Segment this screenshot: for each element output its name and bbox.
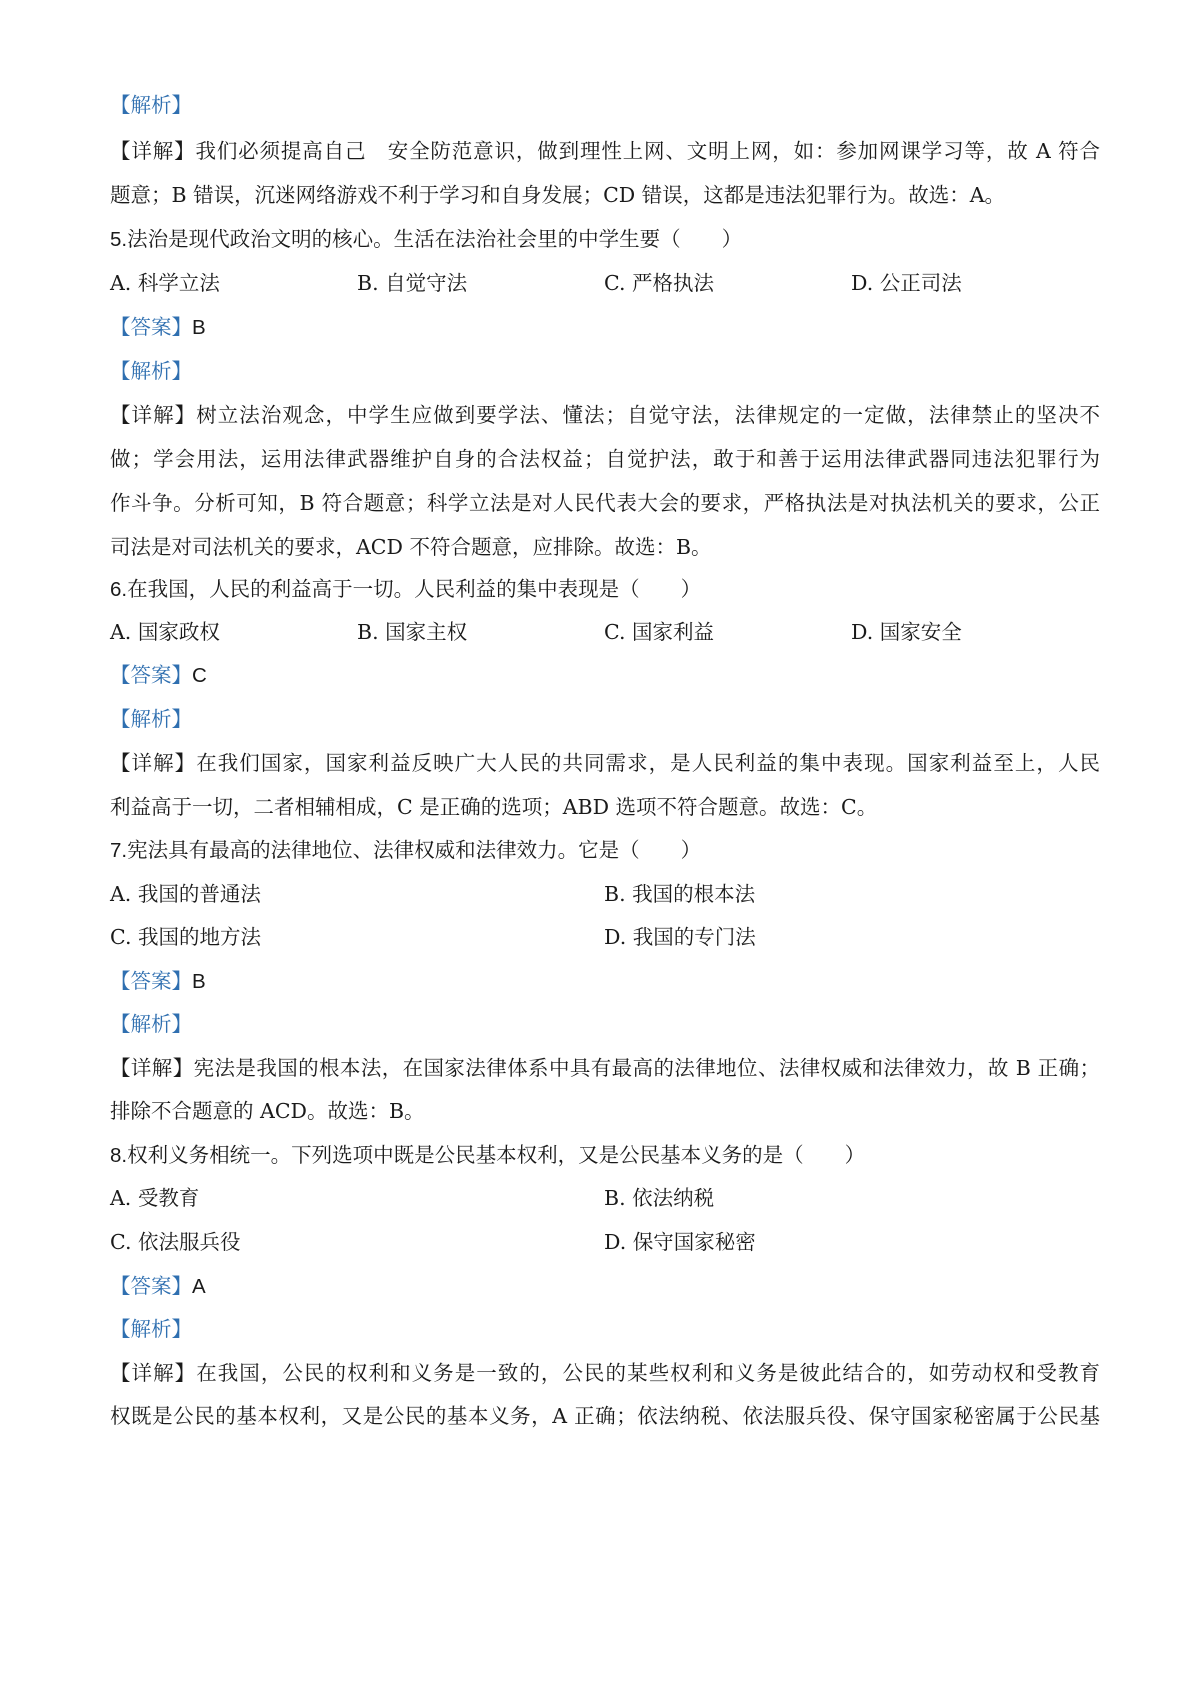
answer-q8: 【答案】A [110, 1274, 206, 1298]
q8-option-d: D. 保守国家秘密 [604, 1230, 756, 1254]
analysis-label-q5: 【解析】 [110, 359, 192, 383]
detail-line-q6-2: 利益高于一切，二者相辅相成，C 是正确的选项；ABD 选项不符合题意。故选：C。 [110, 795, 878, 819]
detail-line-q6-1: 【详解】在我们国家，国家利益反映广大人民的共同需求，是人民利益的集中表现。国家利益至上，人民 [110, 751, 1101, 775]
detail-label-q5: 【详解】 [110, 403, 197, 427]
answer-q5: 【答案】B [110, 315, 206, 339]
q5-option-c: C. 严格执法 [604, 271, 714, 295]
detail-line-q7-1: 【详解】宪法是我国的根本法，在国家法律体系中具有最高的法律地位、法律权威和法律效力，故 B 正确； [110, 1056, 1100, 1080]
q7-option-b: B. 我国的根本法 [604, 882, 756, 906]
q6-option-a: A. 国家政权 [110, 620, 220, 644]
q8-option-b: B. 依法纳税 [604, 1186, 715, 1210]
detail-line-q5-2: 做；学会用法，运用法律武器维护自身的合法权益；自觉护法，敢于和善于运用法律武器同违法犯罪行为 [110, 447, 1100, 471]
q6-option-b: B. 国家主权 [357, 620, 468, 644]
analysis-label-q8: 【解析】 [110, 1317, 192, 1341]
detail-label-q7: 【详解】 [110, 1056, 194, 1080]
detail-label-q8: 【详解】 [110, 1361, 197, 1385]
detail-line-q5-4: 司法是对司法机关的要求，ACD 不符合题意，应排除。故选：B。 [110, 535, 712, 559]
analysis-label-q6: 【解析】 [110, 707, 192, 731]
detail-line-q8-2: 权既是公民的基本权利，又是公民的基本义务，A 正确；依法纳税、依法服兵役、保守国家秘密属于公民基 [110, 1404, 1100, 1428]
q7-option-c: C. 我国的地方法 [110, 925, 261, 949]
answer-q7: 【答案】B [110, 969, 206, 993]
answer-q6: 【答案】C [110, 663, 207, 687]
detail-line-q7-2: 排除不合题意的 ACD。故选：B。 [110, 1099, 425, 1123]
detail-line-q5-1: 【详解】树立法治观念，中学生应做到要学法、懂法；自觉守法，法律规定的一定做，法律禁止的坚决不 [110, 403, 1101, 427]
question-7-stem: 7.宪法具有最高的法律地位、法律权威和法律效力。它是（ ） [110, 838, 702, 862]
q8-option-c: C. 依法服兵役 [110, 1230, 241, 1254]
q5-option-d: D. 公正司法 [851, 271, 962, 295]
q8-option-a: A. 受教育 [110, 1186, 200, 1210]
q5-option-b: B. 自觉守法 [357, 271, 468, 295]
analysis-label-q7: 【解析】 [110, 1012, 192, 1036]
question-8-stem: 8.权利义务相统一。下列选项中既是公民基本权利，又是公民基本义务的是（ ） [110, 1143, 866, 1167]
q6-option-d: D. 国家安全 [851, 620, 962, 644]
q5-option-a: A. 科学立法 [110, 271, 220, 295]
question-5-stem: 5.法治是现代政治文明的核心。生活在法治社会里的中学生要（ ） [110, 227, 743, 251]
detail-label-q4: 【详解】 [110, 139, 196, 163]
detail-label-q6: 【详解】 [110, 751, 197, 775]
detail-line-q4-2: 题意；B 错误，沉迷网络游戏不利于学习和自身发展；CD 错误，这都是违法犯罪行为。故选：A。 [110, 183, 1006, 207]
q7-option-a: A. 我国的普通法 [110, 882, 261, 906]
detail-line-q8-1: 【详解】在我国，公民的权利和义务是一致的，公民的某些权利和义务是彼此结合的，如劳动权和受教育 [110, 1361, 1101, 1385]
detail-line-q4-1: 【详解】我们必须提高自己 安全防范意识，做到理性上网、文明上网，如：参加网课学习等，故 A 符合 [110, 139, 1100, 163]
analysis-label-q4: 【解析】 [110, 93, 192, 117]
question-6-stem: 6.在我国，人民的利益高于一切。人民利益的集中表现是（ ） [110, 577, 702, 601]
detail-line-q5-3: 作斗争。分析可知，B 符合题意；科学立法是对人民代表大会的要求，严格执法是对执法机关的要求，公正 [110, 491, 1100, 515]
q7-option-d: D. 我国的专门法 [604, 925, 756, 949]
q6-option-c: C. 国家利益 [604, 620, 714, 644]
